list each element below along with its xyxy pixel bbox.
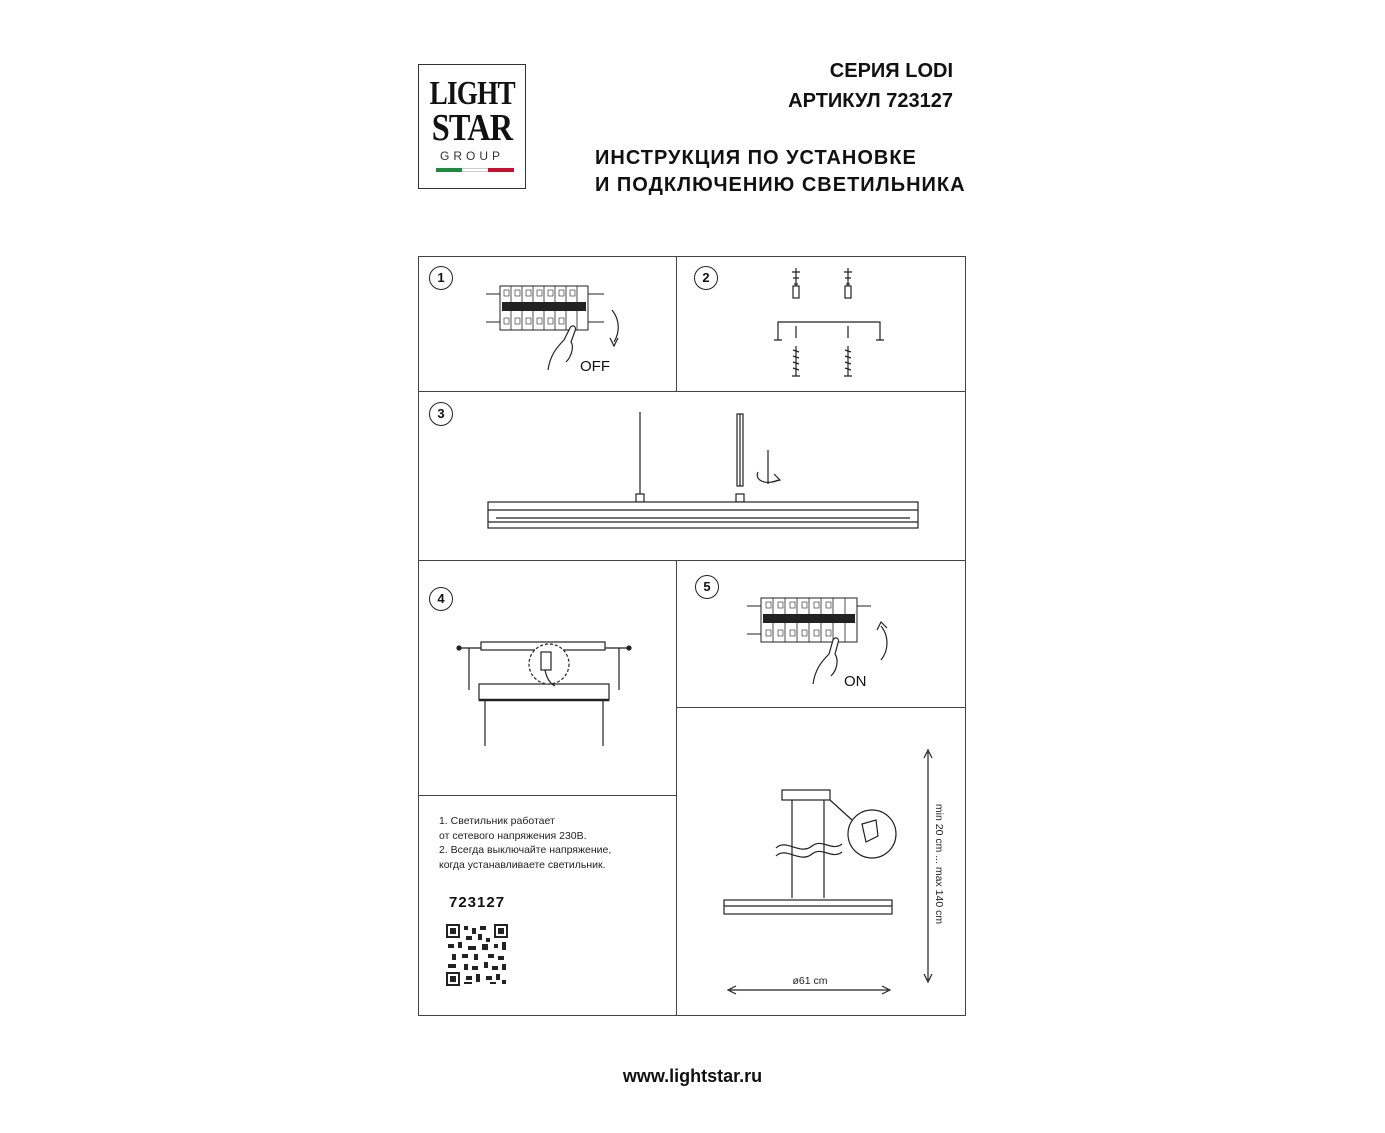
step-4-number: 4 xyxy=(429,587,453,611)
logo-text-line2: STAR xyxy=(431,107,513,149)
grid-divider xyxy=(418,560,966,561)
grid-divider xyxy=(676,256,677,391)
step-5-on-label: ON xyxy=(844,673,867,690)
safety-notes xyxy=(439,814,611,872)
product-code: 723127 xyxy=(449,894,506,911)
grid-divider xyxy=(676,560,677,1016)
italian-flag-icon xyxy=(436,168,514,172)
note-line: 2. Всегда выключайте напряжение, xyxy=(439,844,612,856)
note-line: 1. Светильник работает xyxy=(439,815,555,827)
grid-divider xyxy=(677,707,966,708)
logo-text-group: GROUP xyxy=(439,149,504,163)
mounting-bracket-icon xyxy=(770,266,890,384)
article-number: АРТИКУЛ 723127 xyxy=(788,90,953,112)
step-1-number: 1 xyxy=(429,266,453,290)
instruction-title-line1: ИНСТРУКЦИЯ ПО УСТАНОВКЕ xyxy=(595,147,917,169)
lamp-assembly-icon xyxy=(486,410,920,534)
step-2-number: 2 xyxy=(694,266,718,290)
step-1-off-label: OFF xyxy=(580,358,610,375)
note-line: от сетевого напряжения 230В. xyxy=(439,829,587,842)
wiring-connection-icon xyxy=(455,636,635,748)
height-dimension-label: min 20 cm ... max 140 cm xyxy=(933,803,945,925)
website-link[interactable]: www.lightstar.ru xyxy=(622,1066,763,1086)
instruction-title xyxy=(595,145,966,199)
circuit-breaker-on-icon xyxy=(747,596,897,688)
dimension-diagram xyxy=(700,740,960,1010)
diameter-dimension-label: ø61 cm xyxy=(792,975,828,987)
instruction-title-line2: И ПОДКЛЮЧЕНИЮ СВЕТИЛЬНИКА xyxy=(595,174,966,196)
note-line: когда устанавливаете светильник. xyxy=(439,858,606,871)
step-5-number: 5 xyxy=(695,575,719,599)
grid-divider xyxy=(418,795,676,796)
step-3-number: 3 xyxy=(429,402,453,426)
series-title: СЕРИЯ LODI xyxy=(829,60,953,82)
qr-code-icon xyxy=(446,924,508,986)
logo-text-line1: LIGHT xyxy=(429,75,515,112)
brand-logo xyxy=(418,64,526,189)
grid-divider xyxy=(418,391,966,392)
